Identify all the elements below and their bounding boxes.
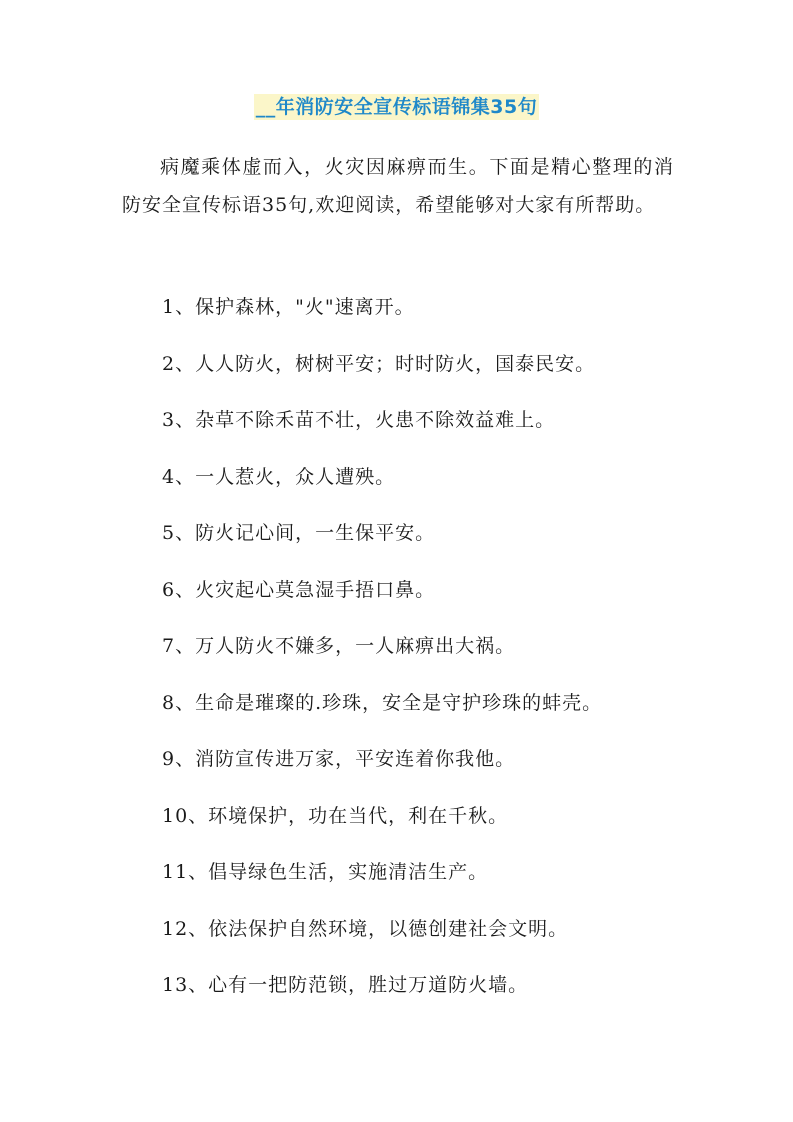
title-container <box>0 94 793 120</box>
slogan-item: 10、环境保护，功在当代，利在千秋。 <box>162 804 509 827</box>
slogan-item: 4、一人惹火，众人遭殃。 <box>162 465 396 488</box>
slogan-list <box>162 288 682 1023</box>
slogan-item: 3、杂草不除禾苗不壮，火患不除效益难上。 <box>162 409 556 431</box>
slogan-item: 12、依法保护自然环境，以德创建社会文明。 <box>162 917 569 940</box>
slogan-item: 2、人人防火，树树平安；时时防火，国泰民安。 <box>162 352 596 375</box>
document-title: __年消防安全宣传标语锦集35句 <box>255 96 538 118</box>
slogan-item: 5、防火记心间，一生保平安。 <box>162 522 436 544</box>
slogan-item: 6、火灾起心莫急湿手捂口鼻。 <box>162 578 436 601</box>
slogan-item: 11、倡导绿色生活，实施清洁生产。 <box>162 861 489 883</box>
intro-paragraph: 病魔乘体虚而入，火灾因麻痹而生。下面是精心整理的消防安全宣传标语35句,欢迎阅读，希望能够对大家有所帮助。 <box>122 156 674 216</box>
slogan-item: 13、心有一把防范锁，胜过万道防火墙。 <box>162 974 529 996</box>
slogan-item: 9、消防宣传进万家，平安连着你我他。 <box>162 748 516 770</box>
slogan-item: 1、保护森林，"火"速离开。 <box>162 296 415 318</box>
slogan-item: 7、万人防火不嫌多，一人麻痹出大祸。 <box>162 635 516 657</box>
slogan-item: 8、生命是璀璨的.珍珠，安全是守护珍珠的蚌壳。 <box>162 691 603 714</box>
